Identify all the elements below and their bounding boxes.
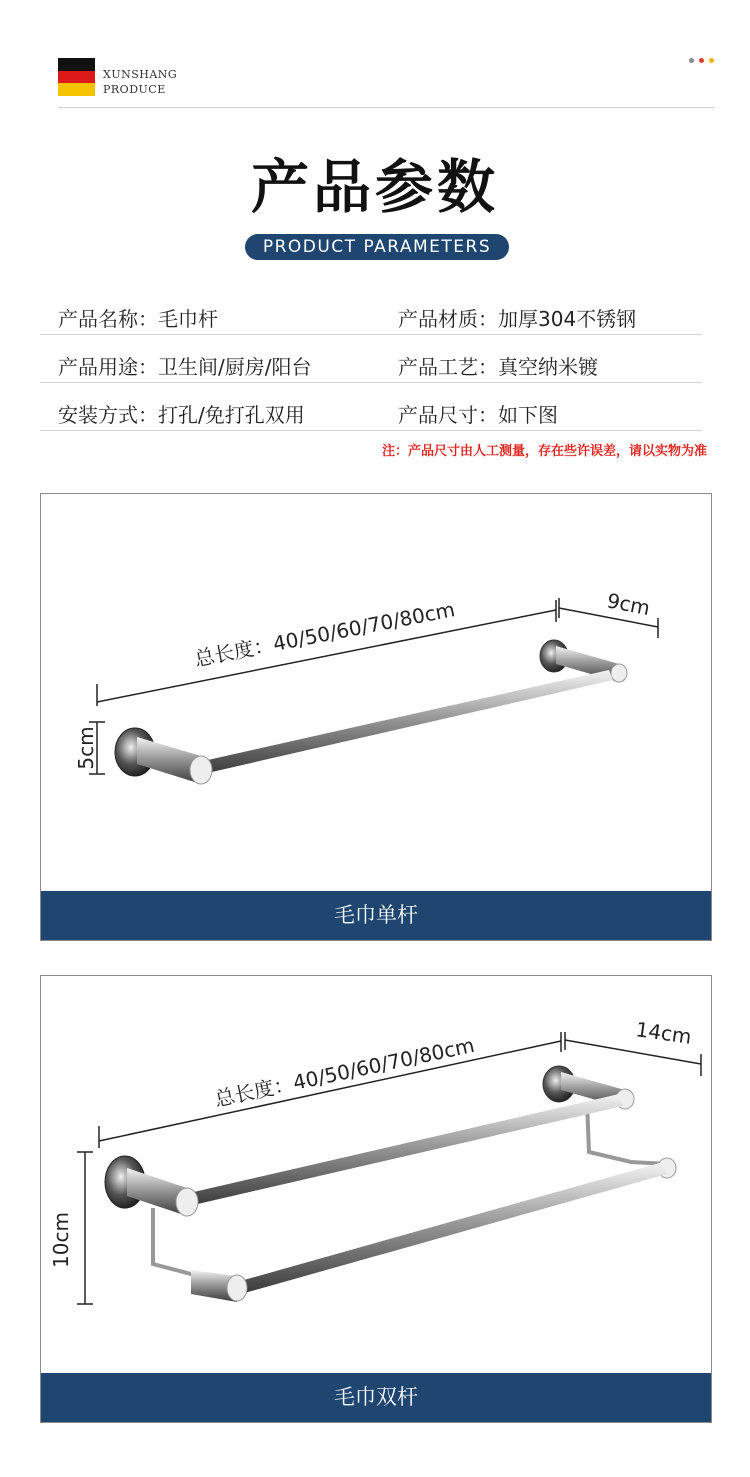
lower-rod-icon — [237, 1162, 667, 1294]
double-bar-diagram — [41, 976, 713, 1424]
double-height-label: 10cm — [49, 1212, 73, 1268]
spec-process: 产品工艺：真空纳米镀 — [398, 355, 598, 379]
page-title: 产品参数 — [250, 153, 499, 221]
double-bar-panel — [40, 975, 712, 1423]
germany-flag-icon — [58, 58, 95, 96]
brand-line-2: PRODUCE — [103, 83, 166, 96]
left-mount-icon — [105, 1156, 247, 1302]
right-mount-icon — [540, 640, 627, 682]
single-depth-label: 9cm — [605, 588, 653, 621]
decorative-dots-icon — [689, 58, 714, 63]
spec-install: 安装方式：打孔/免打孔双用 — [58, 403, 305, 427]
subtitle-badge: PRODUCT PARAMETERS — [245, 234, 509, 260]
rod-icon — [199, 670, 613, 774]
spec-size: 产品尺寸：如下图 — [398, 403, 558, 427]
brand-header — [58, 58, 714, 108]
left-mount-icon — [115, 728, 212, 784]
spec-row — [40, 293, 702, 335]
dot-red — [699, 58, 704, 63]
spec-name: 产品名称：毛巾杆 — [58, 307, 218, 331]
single-bar-panel — [40, 493, 712, 941]
spec-row — [40, 389, 702, 431]
dot-grey — [689, 58, 694, 63]
double-length-label: 总长度：40/50/60/70/80cm — [212, 1032, 477, 1112]
spec-material: 产品材质：加厚304不锈钢 — [398, 307, 637, 331]
spec-row — [40, 341, 702, 383]
double-bar-caption: 毛巾双杆 — [41, 1373, 711, 1422]
single-length-label: 总长度：40/50/60/70/80cm — [192, 597, 457, 672]
single-height-label: 5cm — [74, 726, 98, 770]
upper-rod-icon — [185, 1094, 623, 1206]
single-bar-diagram — [41, 494, 713, 942]
right-mount-icon — [543, 1066, 676, 1178]
spec-usage: 产品用途：卫生间/厨房/阳台 — [58, 355, 312, 379]
double-depth-label: 14cm — [634, 1017, 694, 1049]
brand-line-1: XUNSHANG — [103, 68, 178, 81]
measurement-note: 注：产品尺寸由人工测量，存在些许误差，请以实物为准 — [381, 444, 707, 459]
single-bar-caption: 毛巾单杆 — [41, 891, 711, 940]
brand-name — [103, 67, 177, 97]
dot-yellow — [709, 58, 714, 63]
